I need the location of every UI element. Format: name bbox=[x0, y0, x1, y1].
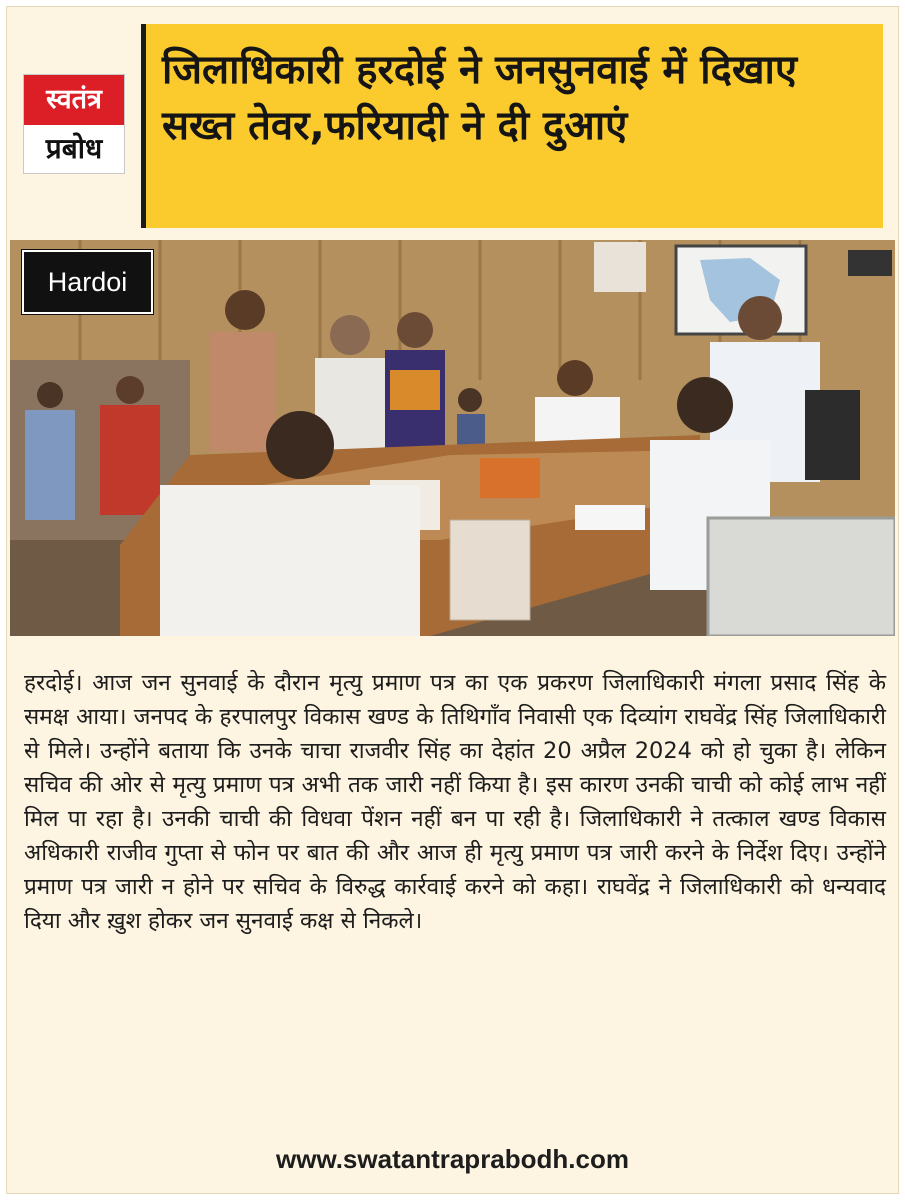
headline: जिलाधिकारी हरदोई ने जनसुनवाई में दिखाए सख्त तेवर,फरियादी ने दी दुआएं bbox=[162, 47, 798, 149]
website-link[interactable]: www.swatantraprabodh.com bbox=[276, 1144, 629, 1174]
logo-line-1: स्वतंत्र bbox=[24, 75, 124, 125]
brand-logo bbox=[23, 74, 125, 174]
logo-line-2: प्रबोध bbox=[24, 125, 124, 173]
location-tag: Hardoi bbox=[22, 250, 153, 314]
article-body: हरदोई। आज जन सुनवाई के दौरान मृत्यु प्रमाण पत्र का एक प्रकरण जिलाधिकारी मंगला प्रसाद सिंह के समक्ष आया। जनपद के हरपालपुर विकास खण्ड के तिथिगाँव निवासी एक दिव्यांग राघवेंद्र सिंह जिलाधिकारी से मिले। उन्होंने बताया कि उनके चाचा राजवीर सिंह का देहांत 20 अप्रैल 2024 को हो चुका है। लेकिन सचिव की ओर से मृत्यु प्रमाण पत्र अभी तक जारी नहीं किया है। इस कारण उनकी चाची को कोई लाभ नहीं मिल पा रहा है। उनकी चाची की विधवा पेंशन नहीं बन पा रही है। जिलाधिकारी ने तत्काल खण्ड विकास अधिकारी राजीव गुप्ता से फोन पर बात की और आज ही मृत्यु प्रमाण पत्र जारी करने के निर्देश दिए। उन्होंने प्रमाण पत्र जारी न होने पर सचिव के विरुद्ध कार्रवाई करने को कहा। राघवेंद्र ने जिलाधिकारी को धन्यवाद दिया और ख़ुश होकर जन सुनवाई कक्ष से निकले। bbox=[24, 670, 886, 934]
headline-banner bbox=[141, 24, 883, 228]
